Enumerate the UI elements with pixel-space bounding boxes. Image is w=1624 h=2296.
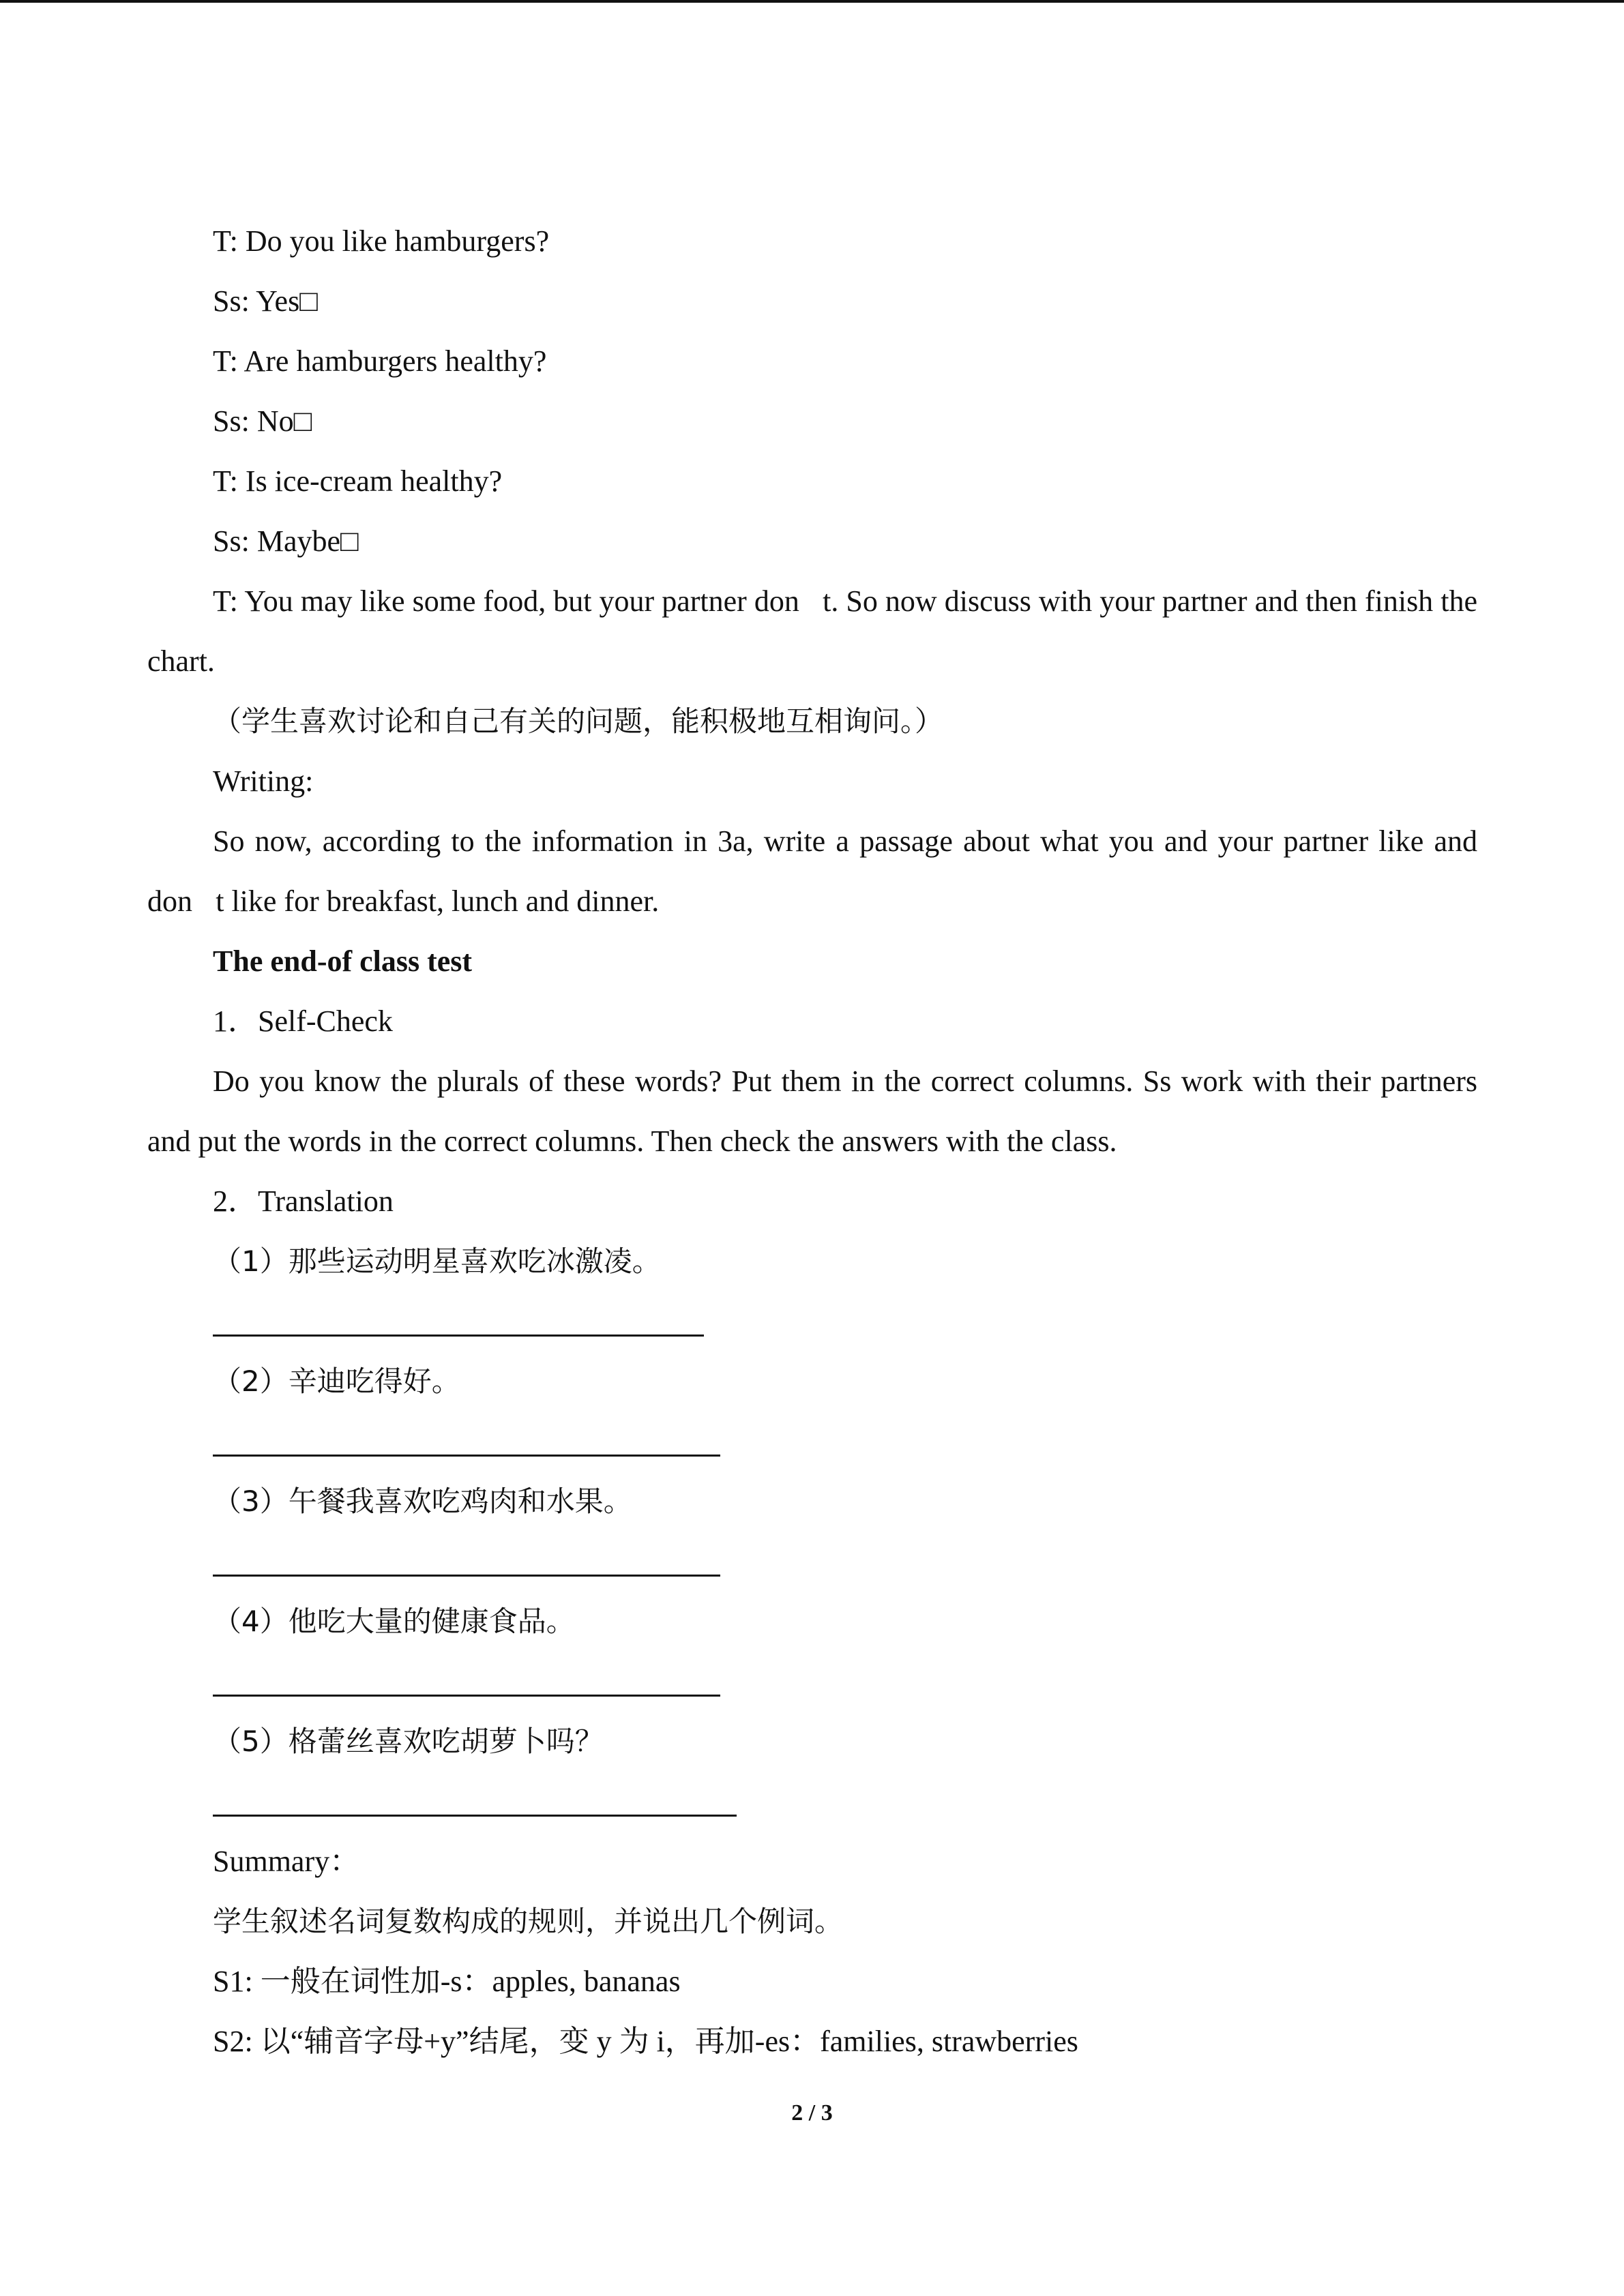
answer-row [147,1652,1477,1712]
translation-item: （3）午餐我喜欢吃鸡肉和水果。 [213,1485,632,1518]
answer-blank[interactable] [213,1575,720,1577]
translation-item: （1）那些运动明星喜欢吃冰激凌。 [213,1244,661,1278]
answer-blank[interactable] [213,1455,720,1457]
answer-row [147,1292,1477,1352]
summary-label: Summary： [213,1845,360,1878]
writing-paragraph: So now, according to the information in 3a, write a passage about what you and your partner like and don t like for breakfast, lunch and dinner. [147,824,1477,918]
translation-item: （5）格蕾丝喜欢吃胡萝卜吗？ [213,1725,604,1758]
translation-item: （4）他吃大量的健康食品。 [213,1605,575,1638]
answer-blank[interactable] [213,1815,737,1817]
chinese-note: （学生喜欢讨论和自己有关的问题，能积极地互相询问。） [213,704,944,738]
translation-item: （2）辛迪吃得好。 [213,1365,460,1398]
dialogue-line: T: Is ice-cream healthy? [213,464,503,498]
summary-rule-s2: S2: 以“辅音字母+y”结尾，变 y 为 i，再加-es：families, strawberries [213,2025,1078,2058]
answer-row [147,1532,1477,1592]
answer-row [147,1772,1477,1832]
test-heading: The end-of class test [213,944,473,978]
dialogue-line: T: Are hamburgers healthy? [213,344,547,378]
translation-heading: 2．Translation [213,1184,394,1218]
self-check-heading: 1．Self-Check [213,1004,393,1038]
dialogue-line: Ss: No□ [213,404,312,438]
self-check-paragraph: Do you know the plurals of these words? Put them in the correct columns. Ss work with their partners and put the words in the correct columns. Then check the answers with the class. [147,1064,1477,1158]
top-border-line [0,0,1624,3]
dialogue-line: Ss: Maybe□ [213,524,359,558]
discussion-paragraph: T: You may like some food, but your partner don t. So now discuss with your partner and then finish the chart. [147,584,1477,678]
writing-label: Writing: [213,764,314,798]
summary-rule-s1: S1: 一般在词性加-s：apples, bananas [213,1965,681,1998]
answer-row [147,1412,1477,1472]
summary-intro: 学生叙述名词复数构成的规则，并说出几个例词。 [213,1905,844,1938]
answer-blank[interactable] [213,1335,704,1337]
dialogue-line: T: Do you like hamburgers? [213,224,550,258]
answer-blank[interactable] [213,1695,720,1697]
dialogue-line: Ss: Yes□ [213,284,318,318]
page-number: 2 / 3 [791,2100,833,2126]
page-content [147,211,1477,2072]
